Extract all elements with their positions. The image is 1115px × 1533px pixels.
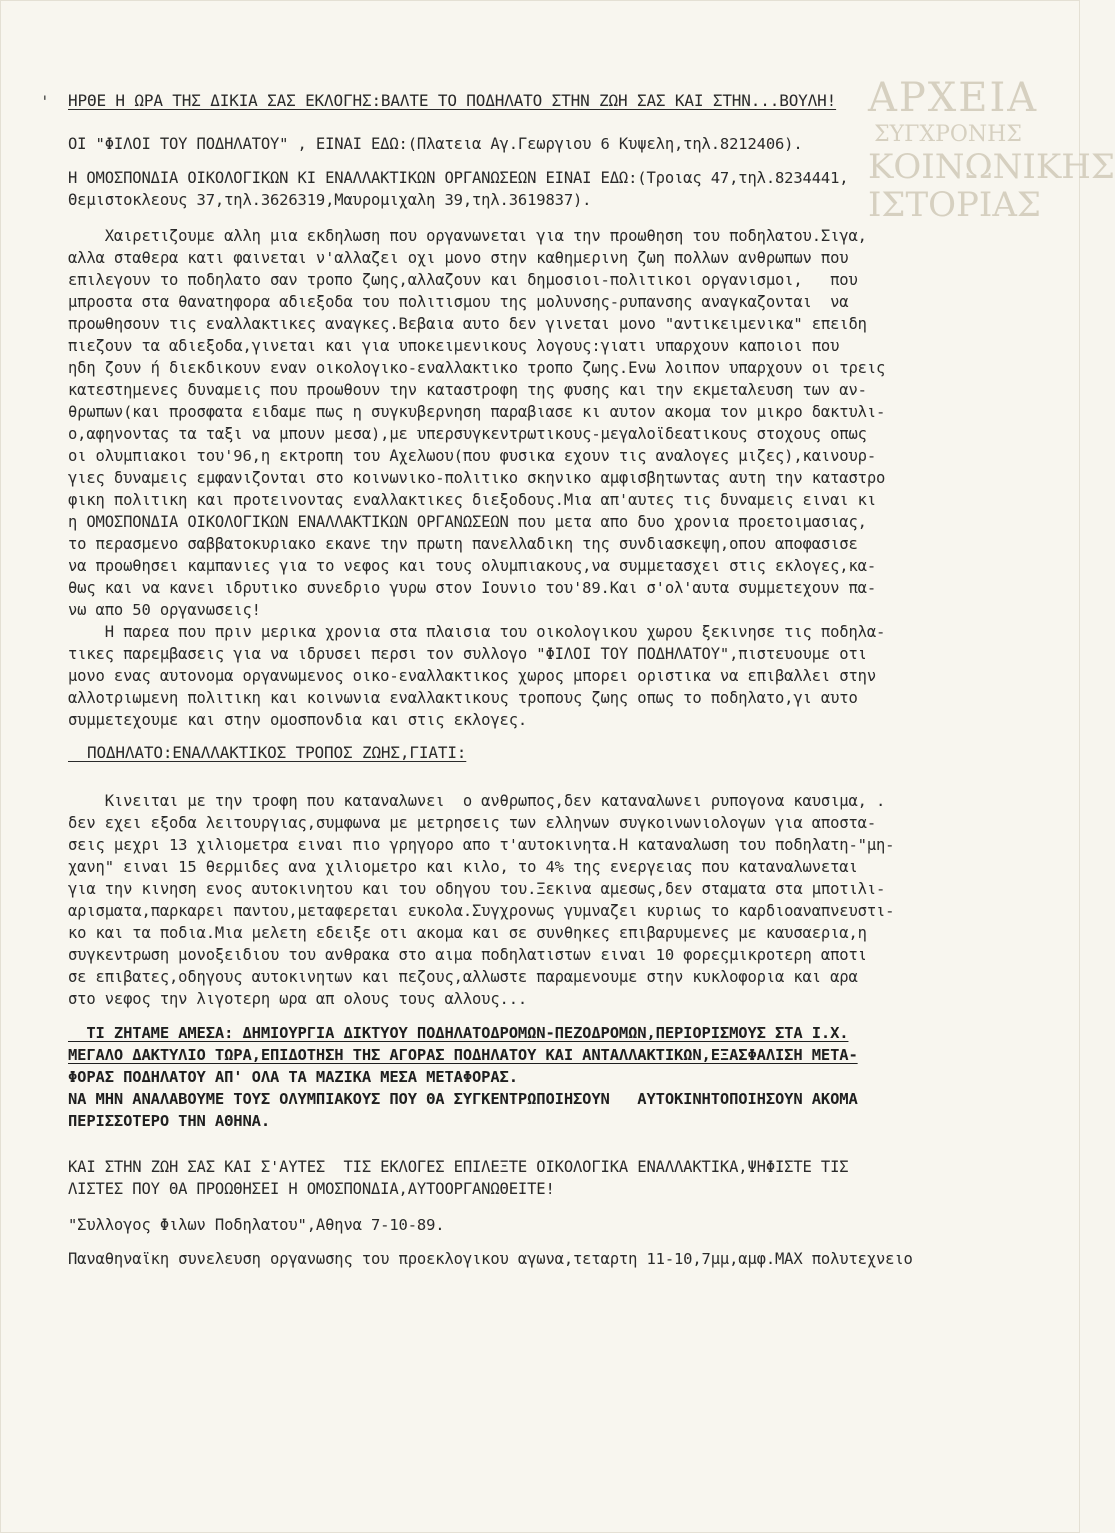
body-line: θρωπων(και προσφατα ειδαμε πως η συγκυβερνηση παραβιασε κι αυτον ακομα τον μικρο δακτυλι- (68, 403, 886, 421)
body-line: κατεστημενες δυναμεις που προωθουν την καταστροφη της φυσης και την εκμεταλευση των αν- (68, 381, 867, 399)
why-line: συγκεντρωση μονοξειδιου του ανθρακα στο αιμα ποδηλατιστων ειναι 10 φορεςμικροτερη αποτι (68, 946, 867, 964)
body-line: γιες δυναμεις εμφανιζονται στο κοινωνικο-πολιτικο σκηνικο αμφισβητωντας αυτη την καταστρο (68, 469, 886, 487)
section-heading-text: ΠΟΔΗΛΑΤΟ:ΕΝΑΛΛΑΚΤΙΚΟΣ ΤΡΟΠΟΣ ΖΩΗΣ,ΓΙΑΤΙ: (68, 743, 467, 762)
body-line: αλλα σταθερα κατι φαινεται ν'αλλαζει οχι μονο στην καθημερινη ζωη πολλων ανθρωπων που (68, 249, 849, 267)
demands-line (68, 1044, 1040, 1067)
meeting-footer: Παναθηναϊκη συνελευση οργανωσης του προεκλογικου αγωνα,τεταρτη 11-10,7μμ,αμφ.ΜΑΧ πολυτεχνειο (68, 1250, 913, 1268)
body-line: επιλεγουν το ποδηλατο σαν τροπο ζωης,αλλαζουν και δημοσιοι-πολιτικοι οργανισμοι, που (68, 271, 858, 289)
document-title (68, 90, 1040, 113)
body-line: Χαιρετιζουμε αλλη μια εκδηλωση που οργανωνεται για την προωθηση του ποδηλατου.Σιγα, (68, 227, 867, 245)
why-line: κο και τα ποδια.Μια μελετη εδειξε οτι ακομα και σε συνθηκες επιβαρυμενες με καυσαερια,η (68, 924, 867, 942)
body-line: ο,αφηνοντας τα ταξι να μπουν μεσα),με υπερσυγκεντρωτικους-μεγαλοϊδεατικους στοχους οπως (68, 425, 867, 443)
why-line: στο νεφος την λιγοτερη ωρα απ ολους τους αλλους... (68, 990, 528, 1008)
why-line: Κινειται με την τροφη που καταναλωνει ο ανθρωπος,δεν καταναλωνει ρυπογονα καυσιμα, . (68, 792, 886, 810)
why-line: σε επιβατες,οδηγους αυτοκινητων και πεζους,αλλωστε παραμενουμε στην κυκλοφορια και αρα (68, 968, 858, 986)
section-heading (68, 742, 1040, 765)
body-line: αλλοτριωμενη πολιτικη και κοινωνια εναλλακτικους τροπους ζωης οπως το ποδηλατο,γι αυτο (68, 689, 858, 707)
body-line: μονο ενας αυτονομα οργανωμενος οικο-εναλλακτικος χωρος μπορει οριστικα να επιβαλλει στην (68, 667, 876, 685)
body-line: τικες παρεμβασεις για να ιδρυσει περσι τον συλλογο "ΦΙΛΟΙ ΤΟΥ ΠΟΔΗΛΑΤΟΥ",πιστευουμε οτι (68, 645, 867, 663)
watermark-line: ΚΟΙΝΩΝΙΚΗΣ (868, 147, 1115, 187)
body-line: μπροστα στα θανατηφορα αδιεξοδα του πολιτισμου της μολυνσης-ρυπανσης αναγκαζονται να (68, 293, 849, 311)
demands-line-text: ΜΕΓΑΛΟ ΔΑΚΤΥΛΙΟ ΤΩΡΑ,ΕΠΙΔΟΤΗΣΗ ΤΗΣ ΑΓΟΡΑΣ ΠΟΔΗΛΑΤΟΥ ΚΑΙ ΑΝΤΑΛΛΑΚΤΙΚΩΝ,ΕΞΑΣΦΑΛΙΣΗ ΜΕΤΑ- (68, 1046, 858, 1064)
why-line: σεις μεχρι 13 χιλιομετρα ειναι πιο γρηγορο απο τ'αυτοκινητα.Η καταναλωση του ποδηλατη-"μη- (68, 836, 895, 854)
body-line: η ΟΜΟΣΠΟΝΔΙΑ ΟΙΚΟΛΟΓΙΚΩΝ ΕΝΑΛΛΑΚΤΙΚΩΝ ΟΡΓΑΝΩΣΕΩΝ που μετα απο δυο χρονια προετοιμασιας, (68, 513, 867, 531)
body-line: ηδη ζουν ή διεκδικουν εναν οικολογικο-εναλλακτικο τροπο ζωης.Ενω λοιπον υπαρχουν οι τρεις (68, 359, 886, 377)
body-line: συμμετεχουμε και στην ομοσπονδια και στις εκλογες. (68, 711, 528, 729)
demands-line: ΠΕΡΙΣΣΟΤΕΡΟ ΤΗΝ ΑΘΗΝΑ. (68, 1112, 270, 1130)
body-line: νω απο 50 οργανωσεις! (68, 601, 261, 619)
why-line: χανη" ειναι 15 θερμιδες ανα χιλιομετρο και κιλο, το 4% της ενεργειας που καταναλωνεται (68, 858, 858, 876)
margin-mark: ' (40, 92, 50, 111)
closing-line: ΛΙΣΤΕΣ ΠΟΥ ΘΑ ΠΡΟΩΘΗΣΕΙ Η ΟΜΟΣΠΟΝΔΙΑ,ΑΥΤΟΟΡΓΑΝΩΘΕΙΤΕ! (68, 1180, 555, 1198)
body-line: να προωθησει καμπανιες για το νεφος και τους ολυμπιακους,να συμμετασχει στις εκλογες,κα- (68, 557, 876, 575)
demands-line-text: ΤΙ ΖΗΤΑΜΕ ΑΜΕΣΑ: ΔΗΜΙΟΥΡΓΙΑ ΔΙΚΤΥΟΥ ΠΟΔΗΛΑΤΟΔΡΟΜΩΝ-ΠΕΖΟΔΡΟΜΩΝ,ΠΕΡΙΟΡΙΣΜΟΥΣ ΣΤΑ Ι.Χ. (68, 1024, 849, 1042)
federation-address-line: Η ΟΜΟΣΠΟΝΔΙΑ ΟΙΚΟΛΟΓΙΚΩΝ ΚΙ ΕΝΑΛΛΑΚΤΙΚΩΝ ΟΡΓΑΝΩΣΕΩΝ ΕΙΝΑΙ ΕΔΩ:(Τροιας 47,τηλ.8234441, (68, 169, 849, 187)
why-line: δεν εχει εξοδα λειτουργιας,συμφωνα με μετρησεις των ελληνων συγκοινωνιολογων για αποστα- (68, 814, 876, 832)
document-title-text: ΗΡΘΕ Η ΩΡΑ ΤΗΣ ΔΙΚΙΑ ΣΑΣ ΕΚΛΟΓΗΣ:ΒΑΛΤΕ ΤΟ ΠΟΔΗΛΑΤΟ ΣΤΗΝ ΖΩΗ ΣΑΣ ΚΑΙ ΣΤΗΝ...ΒΟΥΛΗ! (68, 91, 837, 110)
demands-line: ΦΟΡΑΣ ΠΟΔΗΛΑΤΟΥ ΑΠ' ΟΛΑ ΤΑ ΜΑΖΙΚΑ ΜΕΣΑ ΜΕΤΑΦΟΡΑΣ. (68, 1068, 518, 1086)
friends-address-line: ΟΙ "ΦΙΛΟΙ ΤΟΥ ΠΟΔΗΛΑΤΟΥ" , ΕΙΝΑΙ ΕΔΩ:(Πλατεια Αγ.Γεωργιου 6 Κυψελη,τηλ.8212406). (68, 135, 803, 153)
body-line: θως και να κανει ιδρυτικο συνεδριο γυρω στον Ιουνιο του'89.Και σ'ολ'αυτα συμμετεχουν πα- (68, 579, 876, 597)
body-line: το περασμενο σαββατοκυριακο εκανε την πρωτη πανελλαδικη της συνδιασκεψη,οπου αποφασισε (68, 535, 858, 553)
closing-line: ΚΑΙ ΣΤΗΝ ΖΩΗ ΣΑΣ ΚΑΙ Σ'ΑΥΤΕΣ ΤΙΣ ΕΚΛΟΓΕΣ ΕΠΙΛΕΞΤΕ ΟΙΚΟΛΟΓΙΚΑ ΕΝΑΛΛΑΚΤΙΚΑ,ΨΗΦΙΣΤΕ ΤΙΣ (68, 1158, 849, 1176)
watermark-line: ΣΥΓΧΡΟΝΗΣ (874, 122, 1022, 147)
body-line: οι ολυμπιακοι του'96,η εκτροπη του Αχελωου(που φυσικα εχουν τις αναλογες μιζες),καινουρ- (68, 447, 876, 465)
body-line: πιεζουν τα αδιεξοδα,γινεται και για υποκειμενικους λογους:γιατι υπαρχουν καποιοι που (68, 337, 840, 355)
watermark-line: ΑΡΧΕΙΑ (868, 75, 1039, 121)
why-line: αρισματα,παρκαρει παντου,μεταφερεται ευκολα.Συγχρονως γυμναζει κυριως το καρδιοαναπνευστι- (68, 902, 895, 920)
federation-address-line: Θεμιστοκλεους 37,τηλ.3626319,Μαυρομιχαλη 39,τηλ.3619837). (68, 191, 592, 209)
body-line: φικη πολιτικη και προτεινοντας εναλλακτικες διεξοδους.Μια απ'αυτες τις δυναμεις ειναι κι (68, 491, 876, 509)
demands-line (68, 1022, 1040, 1045)
watermark-line: ΙΣΤΟΡΙΑΣ (868, 185, 1041, 225)
signature: "Συλλογος Φιλων Ποδηλατου",Αθηνα 7-10-89. (68, 1216, 445, 1234)
body-line: προωθησουν τις εναλλακτικες αναγκες.Βεβαια αυτο δεν γινεται μονο "αντικειμενικα" επειδη (68, 315, 867, 333)
demands-line: ΝΑ ΜΗΝ ΑΝΑΛΑΒΟΥΜΕ ΤΟΥΣ ΟΛΥΜΠΙΑΚΟΥΣ ΠΟΥ ΘΑ ΣΥΓΚΕΝΤΡΩΠΟΙΗΣΟΥΝ ΑΥΤΟΚΙΝΗΤΟΠΟΙΗΣΟΥΝ ΑΚΟΜΑ (68, 1090, 858, 1108)
body-line: Η παρεα που πριν μερικα χρονια στα πλαισια του οικολογικου χωρου ξεκινησε τις ποδηλα- (68, 623, 886, 641)
why-line: για την κινηση ενος αυτοκινητου και του οδηγου του.Ξεκινα αμεσως,δεν σταματα στα μποτιλι- (68, 880, 886, 898)
